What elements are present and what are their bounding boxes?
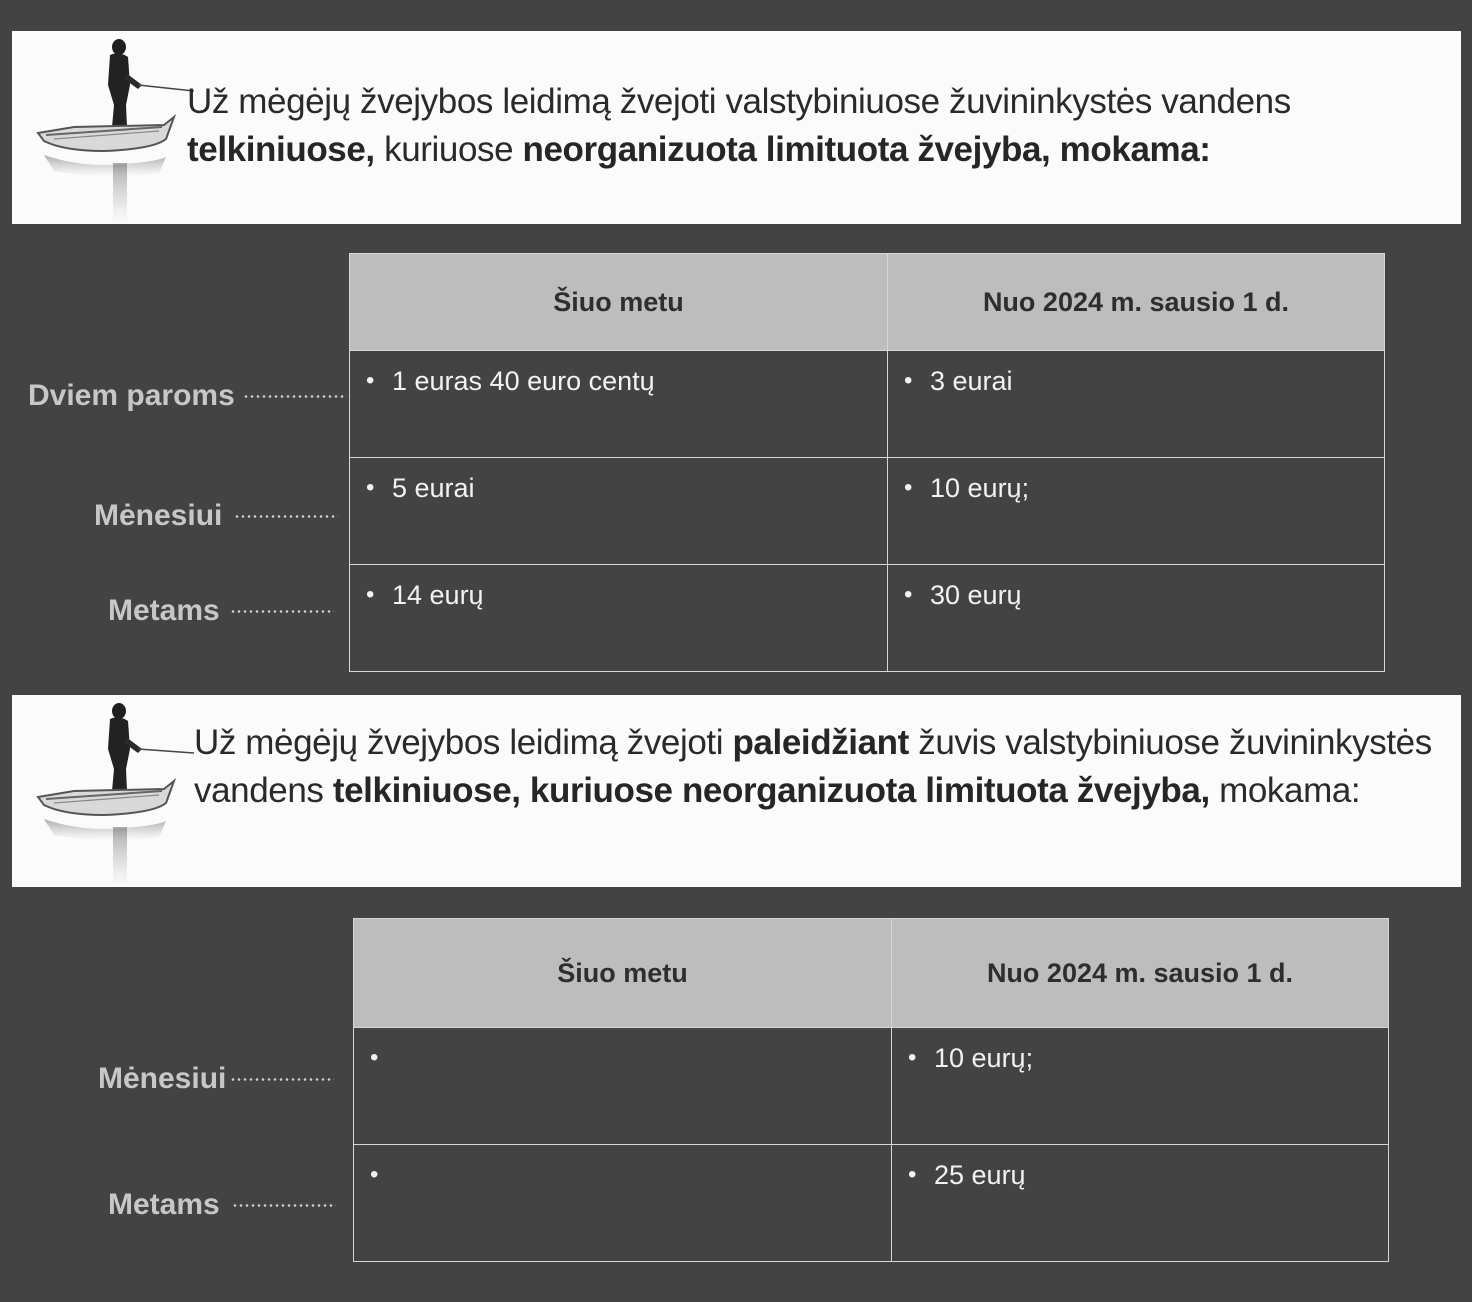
- row-label-year: [108, 1188, 336, 1222]
- row-label-text: Mėnesiui: [98, 1062, 227, 1095]
- table-header-row: [354, 919, 1389, 1028]
- bullet-icon: •: [370, 1044, 379, 1071]
- cell-value: 30 eurų: [930, 580, 1022, 610]
- row-label-year: [108, 594, 334, 628]
- price-table-1: [349, 253, 1385, 672]
- cell-value: 14 eurų: [392, 580, 484, 610]
- bullet-icon: •: [370, 1161, 379, 1188]
- intro-text-bold: paleidžiant: [732, 723, 909, 762]
- cell-from-2024: [892, 1028, 1389, 1145]
- cell-from-2024: [888, 565, 1385, 672]
- intro-banner-1: [12, 31, 1461, 224]
- intro-banner-2: [12, 695, 1461, 887]
- cell-from-2024: [888, 351, 1385, 458]
- dotted-leader: [230, 1078, 334, 1081]
- cell-from-2024: [892, 1145, 1389, 1262]
- cell-from-2024: [888, 458, 1385, 565]
- row-label-two-days: [28, 379, 347, 413]
- header-current: Šiuo metu: [350, 254, 888, 351]
- table-header-row: [350, 254, 1385, 351]
- cell-current: [350, 458, 888, 565]
- bullet-icon: •: [366, 367, 375, 394]
- header-from-2024: Nuo 2024 m. sausio 1 d.: [888, 254, 1385, 351]
- intro-text-part: žuvis valstybiniuose žuvininkystės vandens: [194, 723, 1432, 810]
- intro-text-part: Už mėgėjų žvejybos leidimą žvejoti: [194, 723, 733, 762]
- intro-text-part: Už mėgėjų žvejybos leidimą žvejoti valstybiniuose žuvininkystės vandens: [187, 82, 1291, 121]
- cell-current: [354, 1145, 892, 1262]
- bullet-icon: •: [908, 1161, 917, 1188]
- table-row: [350, 458, 1385, 565]
- dotted-leader: [243, 395, 347, 398]
- bullet-icon: •: [366, 474, 375, 501]
- dotted-leader: [230, 610, 334, 613]
- cell-value: 10 eurų;: [934, 1043, 1034, 1073]
- cell-value: 3 eurai: [930, 366, 1013, 396]
- cell-value: 1 euras 40 euro centų: [392, 366, 655, 396]
- bullet-icon: •: [366, 581, 375, 608]
- header-from-2024: Nuo 2024 m. sausio 1 d.: [892, 919, 1389, 1028]
- row-label-month: [98, 1062, 334, 1096]
- fisherman-in-boat-illustration: [34, 699, 194, 889]
- bullet-icon: •: [904, 474, 913, 501]
- row-label-text: Metams: [108, 1188, 220, 1221]
- cell-value: 5 eurai: [392, 473, 475, 503]
- intro-text-bold: telkiniuose,: [187, 130, 375, 169]
- row-label-month: [94, 499, 338, 533]
- cell-value: 10 eurų;: [930, 473, 1030, 503]
- cell-current: [350, 351, 888, 458]
- row-label-text: Dviem paroms: [28, 379, 235, 412]
- bullet-icon: •: [904, 367, 913, 394]
- table-row: [350, 565, 1385, 672]
- intro-text-1: [187, 78, 1447, 174]
- bullet-icon: •: [908, 1044, 917, 1071]
- intro-text-2: [194, 719, 1456, 815]
- cell-current: [354, 1028, 892, 1145]
- table-row: [350, 351, 1385, 458]
- row-label-text: Metams: [108, 594, 220, 627]
- intro-text-bold: telkiniuose, kuriuose neorganizuota limituota žvejyba,: [332, 771, 1210, 810]
- table-row: [354, 1145, 1389, 1262]
- cell-current: [350, 565, 888, 672]
- intro-text-bold: neorganizuota limituota žvejyba, mokama:: [522, 130, 1211, 169]
- dotted-leader: [234, 515, 338, 518]
- cell-value: 25 eurų: [934, 1160, 1026, 1190]
- intro-text-part: mokama:: [1209, 771, 1361, 810]
- row-label-text: Mėnesiui: [94, 499, 223, 532]
- dotted-leader: [232, 1204, 336, 1207]
- fisherman-in-boat-illustration: [34, 35, 194, 225]
- bullet-icon: •: [904, 581, 913, 608]
- table-row: [354, 1028, 1389, 1145]
- header-current: Šiuo metu: [354, 919, 892, 1028]
- intro-text-part: kuriuose: [374, 130, 523, 169]
- price-table-2: [353, 918, 1389, 1262]
